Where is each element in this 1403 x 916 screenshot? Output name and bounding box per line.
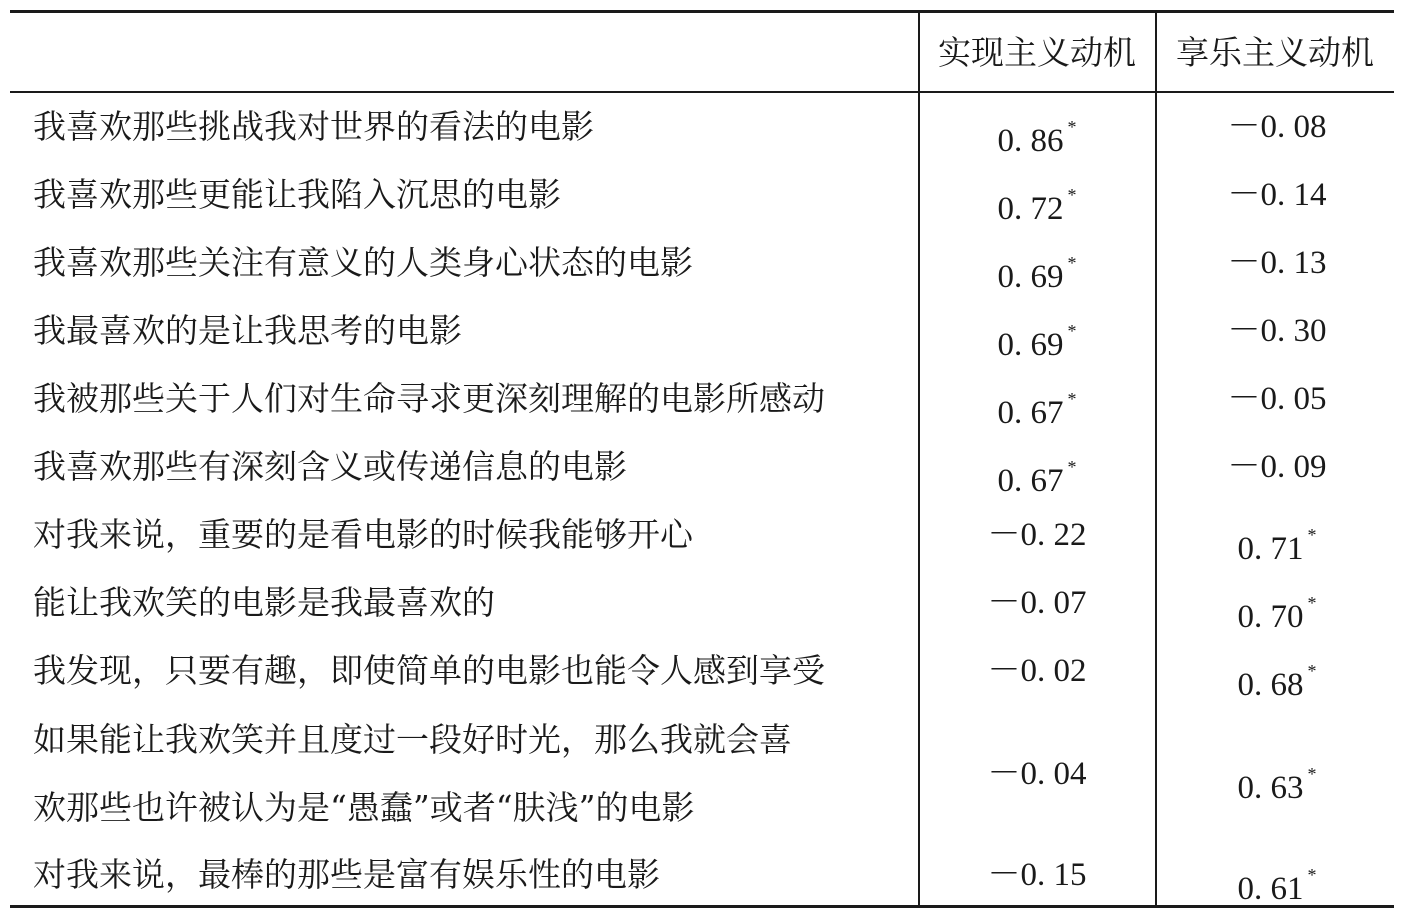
hedonic-loading [1170, 852, 1384, 907]
row-label: 我喜欢那些有深刻含义或传递信息的电影 [33, 447, 627, 486]
row-label: 能让我欢笑的电影是我最喜欢的 [33, 583, 495, 622]
row-label: 我被那些关于人们对生命寻求更深刻理解的电影所感动 [33, 379, 825, 418]
significance-mark: * [1307, 593, 1317, 613]
row-label: 对我来说，最棒的那些是富有娱乐性的电影 [33, 855, 660, 894]
significance-mark: * [1067, 185, 1077, 205]
eudaimonic-loading-value: 0. 69 [997, 259, 1064, 295]
hedonic-loading [1170, 376, 1384, 422]
significance-mark: * [1067, 117, 1077, 137]
significance-mark: * [1067, 457, 1077, 477]
hedonic-loading [1170, 751, 1384, 806]
eudaimonic-loading [930, 751, 1144, 797]
hedonic-loading [1170, 444, 1384, 490]
eudaimonic-loading-value: －0. 15 [987, 857, 1087, 893]
eudaimonic-loading [930, 512, 1144, 558]
hedonic-loading [1170, 648, 1384, 703]
significance-mark: * [1307, 764, 1317, 784]
eudaimonic-loading [930, 308, 1144, 363]
row-label: 我最喜欢的是让我思考的电影 [33, 311, 462, 350]
hedonic-loading [1170, 580, 1384, 635]
eudaimonic-loading [930, 648, 1144, 694]
eudaimonic-loading [930, 580, 1144, 626]
row-label: 我喜欢那些关注有意义的人类身心状态的电影 [33, 243, 693, 282]
column-divider [1155, 13, 1157, 905]
row-label: 我喜欢那些挑战我对世界的看法的电影 [33, 107, 594, 146]
significance-mark: * [1307, 661, 1317, 681]
eudaimonic-loading [930, 172, 1144, 227]
eudaimonic-loading [930, 376, 1144, 431]
hedonic-loading-value: －0. 14 [1227, 177, 1327, 213]
hedonic-loading [1170, 308, 1384, 354]
header-rule [10, 91, 1394, 93]
row-label: 如果能让我欢笑并且度过一段好时光，那么我就会喜 [33, 720, 792, 759]
hedonic-loading-value: －0. 13 [1227, 245, 1327, 281]
hedonic-loading [1170, 104, 1384, 150]
eudaimonic-loading-value: －0. 07 [987, 585, 1087, 621]
eudaimonic-loading-value: －0. 02 [987, 653, 1087, 689]
table-bottom-rule [10, 905, 1394, 908]
hedonic-loading-value: －0. 30 [1227, 313, 1327, 349]
hedonic-loading [1170, 172, 1384, 218]
row-label: 我发现，只要有趣，即使简单的电影也能令人感到享受 [33, 651, 825, 690]
hedonic-loading-value: －0. 09 [1227, 449, 1327, 485]
significance-mark: * [1067, 389, 1077, 409]
significance-mark: * [1067, 321, 1077, 341]
row-label: 我喜欢那些更能让我陷入沉思的电影 [33, 175, 561, 214]
hedonic-loading-value: 0. 71 [1237, 531, 1304, 567]
eudaimonic-loading [930, 444, 1144, 499]
significance-mark: * [1307, 865, 1317, 885]
row-label: 对我来说，重要的是看电影的时候我能够开心 [33, 515, 693, 554]
eudaimonic-loading-value: 0. 86 [997, 123, 1064, 159]
eudaimonic-loading-value: 0. 67 [997, 463, 1064, 499]
eudaimonic-loading [930, 240, 1144, 295]
hedonic-loading [1170, 240, 1384, 286]
hedonic-loading-value: －0. 08 [1227, 109, 1327, 145]
significance-mark: * [1067, 253, 1077, 273]
eudaimonic-loading-value: －0. 22 [987, 517, 1087, 553]
eudaimonic-loading [930, 852, 1144, 898]
column-header-hedonic: 享乐主义动机 [1176, 33, 1374, 72]
hedonic-loading-value: －0. 05 [1227, 381, 1327, 417]
eudaimonic-loading-value: 0. 69 [997, 327, 1064, 363]
eudaimonic-loading-value: －0. 04 [987, 756, 1087, 792]
row-label: 欢那些也许被认为是“愚蠢”或者“肤浅”的电影 [33, 788, 695, 827]
hedonic-loading-value: 0. 68 [1237, 667, 1304, 703]
eudaimonic-loading-value: 0. 72 [997, 191, 1064, 227]
hedonic-loading [1170, 512, 1384, 567]
hedonic-loading-value: 0. 63 [1237, 770, 1304, 806]
significance-mark: * [1307, 525, 1317, 545]
hedonic-loading-value: 0. 61 [1237, 871, 1304, 907]
eudaimonic-loading [930, 104, 1144, 159]
column-header-eudaimonic: 实现主义动机 [938, 33, 1136, 72]
column-divider [918, 13, 920, 905]
hedonic-loading-value: 0. 70 [1237, 599, 1304, 635]
eudaimonic-loading-value: 0. 67 [997, 395, 1064, 431]
table-top-rule [10, 10, 1394, 13]
